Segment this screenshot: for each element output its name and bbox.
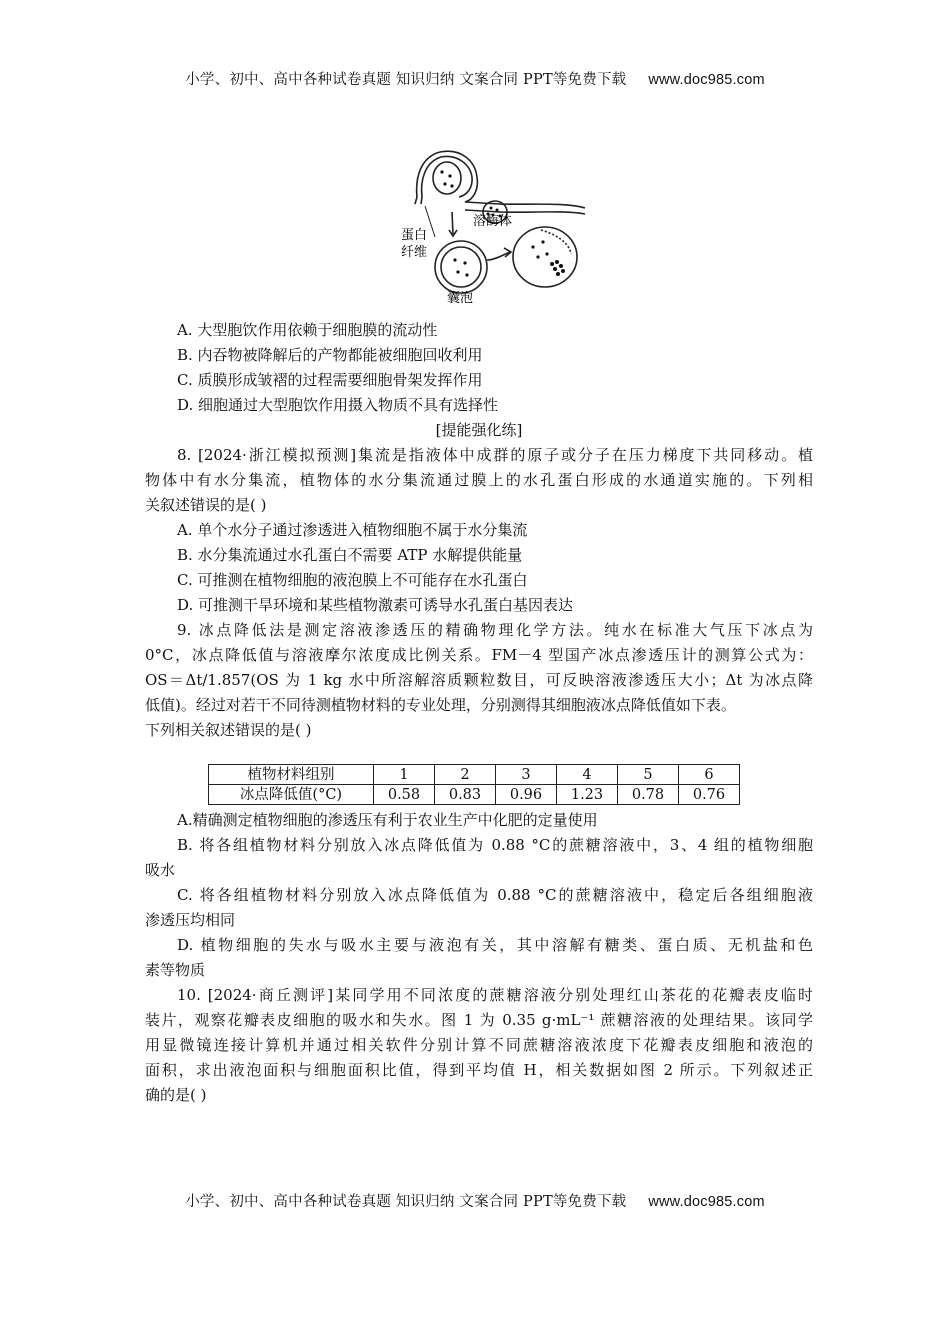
q8-stem-line-3: 关叙述错误的是( ): [145, 496, 267, 514]
header-text: 小学、初中、高中各种试卷真题 知识归纳 文案合同 PPT等免费下载: [185, 72, 627, 88]
q10-stem-line-3: 用显微镜连接计算机并通过相关软件分别计算不同蔗糖溶液浓度下花瓣表皮细胞和液泡的: [145, 1036, 813, 1054]
table-group-6: 6: [679, 765, 740, 785]
q9-stem-line-2: 0°C，冰点降低值与溶液摩尔浓度成比例关系。FM－4 型国产冰点渗透压计的测算公式为：: [145, 646, 813, 664]
q7-option-a: A. 大型胞饮作用依赖于细胞膜的流动性: [177, 321, 438, 339]
q9-option-b-line-2: 吸水: [145, 861, 176, 879]
q8-option-c: C. 可推测在植物细胞的液泡膜上不可能存在水孔蛋白: [177, 571, 528, 589]
footer-url[interactable]: www.doc985.com: [648, 1194, 765, 1210]
q8-option-a: A. 单个水分子通过渗透进入植物细胞不属于水分集流: [177, 521, 528, 539]
q8-option-b: B. 水分集流通过水孔蛋白不需要 ATP 水解提供能量: [177, 546, 523, 564]
table-value-3: 0.96: [496, 785, 557, 805]
table-value-4: 1.23: [557, 785, 618, 805]
fig-label-lysosome: 溶酶体: [473, 214, 513, 229]
macropinocytosis-figure: [395, 142, 595, 307]
q9-option-c-line-2: 渗透压均相同: [145, 911, 236, 929]
table-row: [209, 785, 740, 805]
q9-stem-line-1: 9. 冰点降低法是测定溶液渗透压的精确物理化学方法。纯水在标准大气压下冰点为: [177, 621, 813, 639]
table-group-4: 4: [557, 765, 618, 785]
q9-stem-line-4: 低值)。经过对若干不同待测植物材料的专业处理，分别测得其细胞液冰点降低值如下表。: [145, 696, 736, 714]
fig-label-vesicle: 囊泡: [447, 291, 474, 306]
page-header: [0, 68, 950, 89]
q9-stem-line-5: 下列相关叙述错误的是( ): [145, 721, 312, 739]
section-title: [提能强化练]: [435, 421, 523, 439]
q9-stem-line-3: OS＝Δt/1.857(OS 为 1 kg 水中所溶解溶质颗粒数目，可反映溶液渗透压大小；Δt 为冰点降: [145, 671, 813, 689]
q9-option-d-line-2: 素等物质: [145, 961, 206, 979]
q7-option-d: D. 细胞通过大型胞饮作用摄入物质不具有选择性: [177, 396, 499, 414]
footer-text: 小学、初中、高中各种试卷真题 知识归纳 文案合同 PPT等免费下载: [185, 1194, 627, 1210]
q9-option-a: A.精确测定植物细胞的渗透压有利于农业生产中化肥的定量使用: [177, 811, 598, 829]
q8-option-d: D. 可推测干旱环境和某些植物激素可诱导水孔蛋白基因表达: [177, 596, 574, 614]
table-value-1: 0.58: [374, 785, 435, 805]
q10-stem-line-4: 面积，求出液泡面积与细胞面积比值，得到平均值 H，相关数据如图 2 所示。下列叙述正: [145, 1061, 813, 1079]
table-group-2: 2: [435, 765, 496, 785]
table-value-2: 0.83: [435, 785, 496, 805]
page-footer: [0, 1190, 950, 1211]
fig-label-fiber-1: 蛋白: [401, 228, 428, 243]
table-row: [209, 765, 740, 785]
fig-label-fiber-2: 纤维: [401, 245, 428, 260]
q9-data-table: [208, 764, 740, 805]
q10-stem-line-1: 10. [2024·商丘测评]某同学用不同浓度的蔗糖溶液分别处理红山茶花的花瓣表皮临时: [177, 986, 813, 1004]
table-group-1: 1: [374, 765, 435, 785]
table-value-label: 冰点降低值(°C): [209, 785, 374, 805]
q9-option-d-line-1: D. 植物细胞的失水与吸水主要与液泡有关，其中溶解有糖类、蛋白质、无机盐和色: [177, 936, 813, 954]
q10-stem-line-2: 装片，观察花瓣表皮细胞的吸水和失水。图 1 为 0.35 g·mL⁻¹ 蔗糖溶液的处理结果。该同学: [145, 1011, 813, 1029]
q8-stem-line-1: 8. [2024·浙江模拟预测]集流是指液体中成群的原子或分子在压力梯度下共同移动。植: [177, 446, 813, 464]
header-url[interactable]: www.doc985.com: [648, 72, 765, 88]
table-value-6: 0.76: [679, 785, 740, 805]
q10-stem-line-5: 确的是( ): [145, 1086, 207, 1104]
q7-option-b: B. 内吞物被降解后的产物都能被细胞回收利用: [177, 346, 483, 364]
q9-option-c-line-1: C. 将各组植物材料分别放入冰点降低值为 0.88 °C的蔗糖溶液中，稳定后各组细胞液: [177, 886, 813, 904]
table-value-5: 0.78: [618, 785, 679, 805]
table-group-3: 3: [496, 765, 557, 785]
table-group-5: 5: [618, 765, 679, 785]
q8-stem-line-2: 物体中有水分集流，植物体的水分集流通过膜上的水孔蛋白形成的水通道实施的。下列相: [145, 471, 813, 489]
table-header-label: 植物材料组别: [209, 765, 374, 785]
q7-option-c: C. 质膜形成皱褶的过程需要细胞骨架发挥作用: [177, 371, 483, 389]
q9-option-b-line-1: B. 将各组植物材料分别放入冰点降低值为 0.88 °C的蔗糖溶液中，3、4 组的植物细胞: [177, 836, 813, 854]
